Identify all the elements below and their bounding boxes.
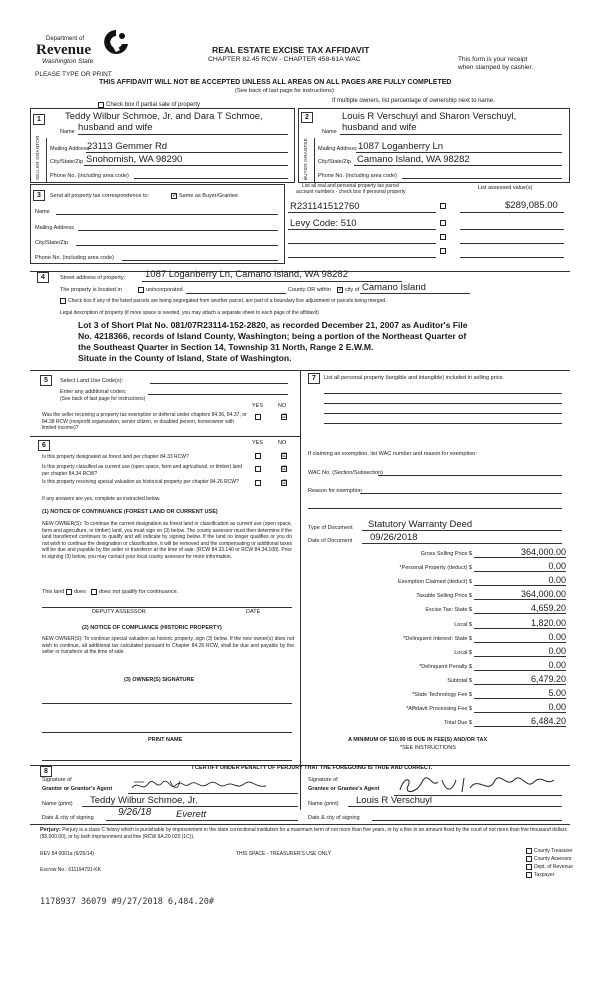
certify-statement: I CERTIFY UNDER PENALTY OF PERJURY THAT THE FOREGOING IS TRUE AND CORRECT. [192,765,433,771]
form-warning: THIS AFFIDAVIT WILL NOT BE ACCEPTED UNLESS ALL AREAS ON ALL PAGES ARE FULLY COMPLETED [99,79,452,86]
section-7-number: 7 [308,373,320,384]
grantee-mailing[interactable]: 1087 Loganberry Ln [358,141,444,152]
copy-taxpayer-label: Taxpayer [534,872,555,878]
agency-state: Washington State [42,58,94,65]
dor-logo [36,28,136,76]
grantee-print-name[interactable]: Louis R Verschuyl [356,795,433,806]
current-use-question: Is this property classified as current use (open space, farm and agricultural, or timber) land per chapter 84.34 RCW? [42,464,243,477]
historic-no-checkbox[interactable]: ☑ [282,480,288,486]
tax-row-value[interactable]: 0.00 [548,631,566,642]
tax-row-value[interactable]: 0.00 [548,702,566,713]
tax-row-value[interactable]: 1,820.00 [530,617,566,628]
tax-row-label: Excise Tax: State $ [425,607,472,614]
additional-codes-label: Enter any additional codes: [60,389,127,395]
city-of-label: city of [345,287,360,293]
city-name[interactable]: Camano Island [362,282,426,293]
wac-label: WAC No. (Section/Subsection) [308,470,383,476]
county-or-label: County OR within [288,287,331,293]
tax-row-value[interactable]: 364,000.00 [520,547,566,557]
tax-row-label: Local $ [454,621,472,628]
grantor-city[interactable]: Snohomish, WA 98290 [86,154,183,165]
multiple-owners-note: If multiple owners, list percentage of ownership next to name. [332,98,495,104]
segregated-label: Check box if any of the listed parcels are being segregated from another parcel, are part of a boundary line adjustment or parcels being merged. [68,298,387,304]
copy-assessor-checkbox[interactable] [526,856,532,862]
land-use-label: Select Land Use Code(s): [60,378,123,384]
tax-row-value[interactable]: 0.00 [548,659,566,670]
grantor-names-2[interactable]: husband and wife [78,122,153,133]
assessed-1[interactable]: $289,085.00 [505,200,558,211]
sec3-name-label: Name [35,209,50,215]
does-not-checkbox[interactable] [91,589,97,595]
print-name-label: PRINT NAME [148,737,183,743]
grantee-phone-label: Phone No. (including area code) [318,173,397,179]
located-in-label: The property is located in [60,287,122,293]
grantor-phone-label: Phone No. (including area code) [50,173,129,179]
tax-row-value[interactable]: 5.00 [548,688,566,698]
sec6-no: NO [278,440,287,446]
grantor-date-city-label: Date & city of signing [42,815,94,821]
form-warning-sub: (See back of last page for instructions) [235,88,334,94]
grantee-city-label: City/State/Zip [318,159,352,165]
assessed-header: List assessed value(s) [478,185,533,191]
form-revision: REV 84 0001a (6/26/14) [40,851,94,857]
tax-row-label: *Delinquent Penalty $ [419,663,472,670]
parcel-1[interactable]: R231141512760 [290,201,360,212]
street-address[interactable]: 1087 Loganberry Ln, Camano Island, WA 98282 [145,269,348,280]
tax-row-label: Exemption Claimed (deduct) $ [398,579,472,586]
city-checkbox[interactable]: ✓ [338,287,344,293]
grantee-mailing-label: Mailing Address [318,146,357,152]
this-land-label: This land [42,589,65,595]
type-doc-label: Type of Document [308,525,353,531]
perjury-label: Perjury: [40,827,61,833]
sec6-yes: YES [252,440,264,446]
owner-signature-label: (3) OWNER(S) SIGNATURE [124,677,195,683]
tax-row-label: *State Technology Fee $ [412,692,472,698]
perjury-text: Perjury is a class C felony which is punishable by imprisonment in the state correctional institution for a maximum term of not more than five years, or by a fine in an amount fixed by the court of not more than five thousand dollars ($5,000.00), or by both imprisonment and fine (RCW 9A.20.020 (1C)). [40,827,567,840]
copy-dor-checkbox[interactable] [526,864,532,870]
section-1-number: 1 [33,114,45,125]
tax-row-label: Gross Selling Price $ [420,551,472,557]
tax-row-label: *Delinquent Interest: State $ [403,635,472,642]
grantor-agent-label: Grantor or Grantor's Agent [42,786,113,792]
section-4-number: 4 [37,272,49,283]
please-type: PLEASE TYPE OR PRINT [35,71,112,78]
tax-row-value[interactable]: 0.00 [548,575,566,586]
grantor-name-label: Name [60,129,75,135]
revenue-logo-icon [102,28,130,58]
unincorporated-checkbox[interactable] [138,287,144,293]
deputy-assessor-label: DEPUTY ASSESSOR [92,609,146,615]
does-checkbox[interactable] [66,589,72,595]
historic-yes-checkbox[interactable] [255,480,261,486]
if-yes-note: If any answers are yes, complete as instructed below. [42,496,161,502]
notice-1-body: NEW OWNER(S): To continue the current designation as forest land or classification as current use (open space, farm and agriculture, or timber) land, you must sign on (3) below. The county assessor must then determine if the land transferred continues to qualify and will indicate by signing below. If the land no longer qualifies or you do not wish to continue the designation or classification, it will be removed and the compensating or additional taxes will be due and payable by the seller or transferor at the time of sale. (RCW 84.33.140 or RCW 84.34.108). Prior to signing (3) below, you may contact your local county assessor for more information. [42,521,292,560]
tax-row-label: *Affidavit Processing Fee $ [406,706,472,713]
minimum-fee-note: A MINIMUM OF $10.00 IS DUE IN FEE(S) AND/OR TAX [348,737,488,743]
section-6-number: 6 [38,440,50,451]
forest-question: Is this property designated as forest land per chapter 84.33 RCW? [42,454,189,460]
exemption-no-checkbox[interactable]: ☑ [282,414,288,420]
treasurer-space: THIS SPACE - TREASURER'S USE ONLY [236,851,332,857]
seller-grantor-label: SELLER GRANTOR [35,135,40,180]
send-to-label: Send all property tax correspondence to: [50,193,150,199]
reason-label: Reason for exemption [308,488,362,494]
date-doc-label: Date of Document [308,538,353,544]
grantee-city[interactable]: Camano Island, WA 98282 [357,154,470,165]
tax-row-value[interactable]: 4,659.20 [530,603,566,614]
agency-main: Revenue [36,42,91,58]
tax-row-label: Taxable Selling Price $ [416,593,472,600]
tax-row-value[interactable]: 6,479.20 [530,673,566,684]
does-not-label: does not qualify for continuance. [99,589,179,595]
partial-sale-label: Check box if partial sale of property [106,102,201,108]
grantor-name-print-label: Name (print) [42,801,73,807]
claiming-label: If claiming an exemption, list WAC number and reason for exemption: [308,451,477,457]
grantee-sig-label: Signature of [308,777,338,783]
grantee-name-label: Name [322,129,337,135]
sec3-phone-label: Phone No. (including area code) [35,255,114,261]
grantee-names[interactable]: Louis R Verschuyl and Sharon Verschuyl, [342,111,517,122]
tax-row-label: Local $ [454,649,472,656]
copy-assessor-label: County Assessor [534,856,572,862]
form-title: REAL ESTATE EXCISE TAX AFFIDAVIT [212,45,370,55]
parcel-1-checkbox[interactable] [440,203,446,209]
tax-row-value[interactable]: 364,000.00 [520,589,566,600]
see-back-label: (See back of last page for instructions) [60,396,146,402]
current-use-yes-checkbox[interactable] [255,466,261,472]
sec5-yes: YES [252,403,264,409]
copy-treasurer-checkbox[interactable] [526,848,532,854]
grantor-mailing[interactable]: 23113 Gemmer Rd [87,141,168,152]
receipt-stamp: 1178937 36079 #9/27/2018 6,484.20# [40,897,214,907]
parcel-2[interactable]: Levy Code: 510 [290,218,357,229]
legal-line-3: the Southeast Quarter in Section 14, Township 31 North, Range 2 E.W.M. [78,342,374,352]
parcel-2-checkbox[interactable] [440,220,446,226]
does-label: does [74,589,86,595]
tax-row-value[interactable]: 0.00 [548,645,566,656]
tax-row-label: Subtotal $ [447,677,472,684]
grantee-name-print-label: Name (print) [308,801,339,807]
agency-top: Department of [46,36,85,42]
parcel-header-1: List all real and personal property tax parcel [302,183,399,189]
receipt-note-2: when stamped by cashier. [458,64,534,71]
sec5-no: NO [278,403,287,409]
copy-taxpayer-checkbox[interactable] [526,872,532,878]
legal-label: Legal description of property (if more space is needed, you may attach a separate sheet to each page of the affidavit) [60,310,319,316]
grantor-signature [130,778,270,794]
unincorporated-label: unincorporated [146,287,183,293]
grantee-agent-label: Grantee or Grantee's Agent [308,786,380,792]
grantor-names[interactable]: Teddy Wilbur Schmoe, Jr. and Dara T Schmoe, [65,111,263,122]
section-8-number: 8 [40,766,52,777]
legal-line-4: Situate in the County of Island, State of Washington. [78,353,292,363]
section-5-number: 5 [40,375,52,386]
exemption-yes-checkbox[interactable] [255,414,261,420]
legal-line-1: Lot 3 of Short Plat No. 081/07R23114-152-2820, as recorded December 21, 2007 as Auditor's File [78,320,468,330]
historic-question: Is this property receiving special valuation as historical property per chapter 84.26 RCW? [42,479,239,485]
current-use-no-checkbox[interactable]: ☑ [282,466,288,472]
section-2-number: 2 [301,112,313,123]
type-doc[interactable]: Statutory Warranty Deed [368,519,473,530]
tax-row-label: Total Due $ [444,720,472,727]
notice-2-title: (2) NOTICE OF COMPLIANCE (HISTORIC PROPERTY) [82,625,222,631]
escrow-number: Escrow No.: 611194791-KK [40,867,101,873]
parcel-header-2: account numbers - check box if personal property [296,189,406,195]
sec3-mailing-label: Mailing Address [35,225,74,231]
grantor-sig-label: Signature of [42,777,72,783]
street-label: Street address of property: [60,275,126,281]
section-3-number: 3 [33,190,45,201]
sec3-city-label: City/State/Zip [35,240,69,246]
same-as-checkbox[interactable]: ✓ [172,193,178,199]
parcel-4-checkbox[interactable] [440,248,446,254]
personal-property-label: List all personal property (tangible and intangible) included in selling price. [324,375,505,381]
notice-2-body: NEW OWNER(S): To continue special valuation as historic property, sign (3) below. If the new owner(s) does not wish to continue, all additional tax calculated pursuant to Chapter 84.26 RCW, shall be due and payable by the seller or transferor at the time of sale. [42,636,294,656]
buyer-grantee-label: BUYER GRANTEE [303,138,308,180]
grantee-names-2[interactable]: husband and wife [342,122,417,133]
grantee-signature [398,774,558,796]
perjury-notice [40,827,570,840]
grantor-print-name[interactable]: Teddy Wilbur Schmoe, Jr. [90,795,198,806]
deputy-date-label: DATE [246,609,261,615]
grantor-city-signed[interactable]: Everett [176,809,207,820]
notice-1-title: (1) NOTICE OF CONTINUANCE (FOREST LAND OR CURRENT USE) [42,509,218,515]
copy-treasurer-label: County Treasurer [534,848,573,854]
segregated-checkbox[interactable] [60,298,66,304]
forest-no-checkbox[interactable]: ☑ [282,453,288,459]
receipt-note-1: This form is your receipt [458,56,528,63]
grantor-mailing-label: Mailing Address [50,146,89,152]
tax-row-value[interactable]: 0.00 [548,561,566,572]
parcel-3-checkbox[interactable] [440,234,446,240]
form-subtitle: CHAPTER 82.45 RCW - CHAPTER 458-61A WAC [208,56,361,63]
exemption-question: Was the seller receiving a property tax exemption or deferral under chapters 84.36, 84.37, or 84.38 RCW (nonprofit organization, senior citizen, or disabled person, homeowner with limited income)? [42,412,247,431]
forest-yes-checkbox[interactable] [255,453,261,459]
date-doc[interactable]: 09/26/2018 [370,532,418,543]
grantee-date-city-label: Date & city of signing [308,815,360,821]
grantor-date[interactable]: 9/26/18 [118,807,152,818]
tax-row-label: *Personal Property (deduct) $ [399,565,472,572]
tax-row-value[interactable]: 6,484.20 [530,716,566,727]
legal-line-2: No. 4218366, records of Island County, Washington; being a portion of the Northeast Quarter of [78,331,467,341]
same-as-label: Same as Buyer/Grantee [179,193,239,199]
grantor-city-label: City/State/Zip [50,159,84,165]
see-instructions: *SEE INSTRUCTIONS [400,745,456,751]
copy-dor-label: Dept. of Revenue [534,864,573,870]
